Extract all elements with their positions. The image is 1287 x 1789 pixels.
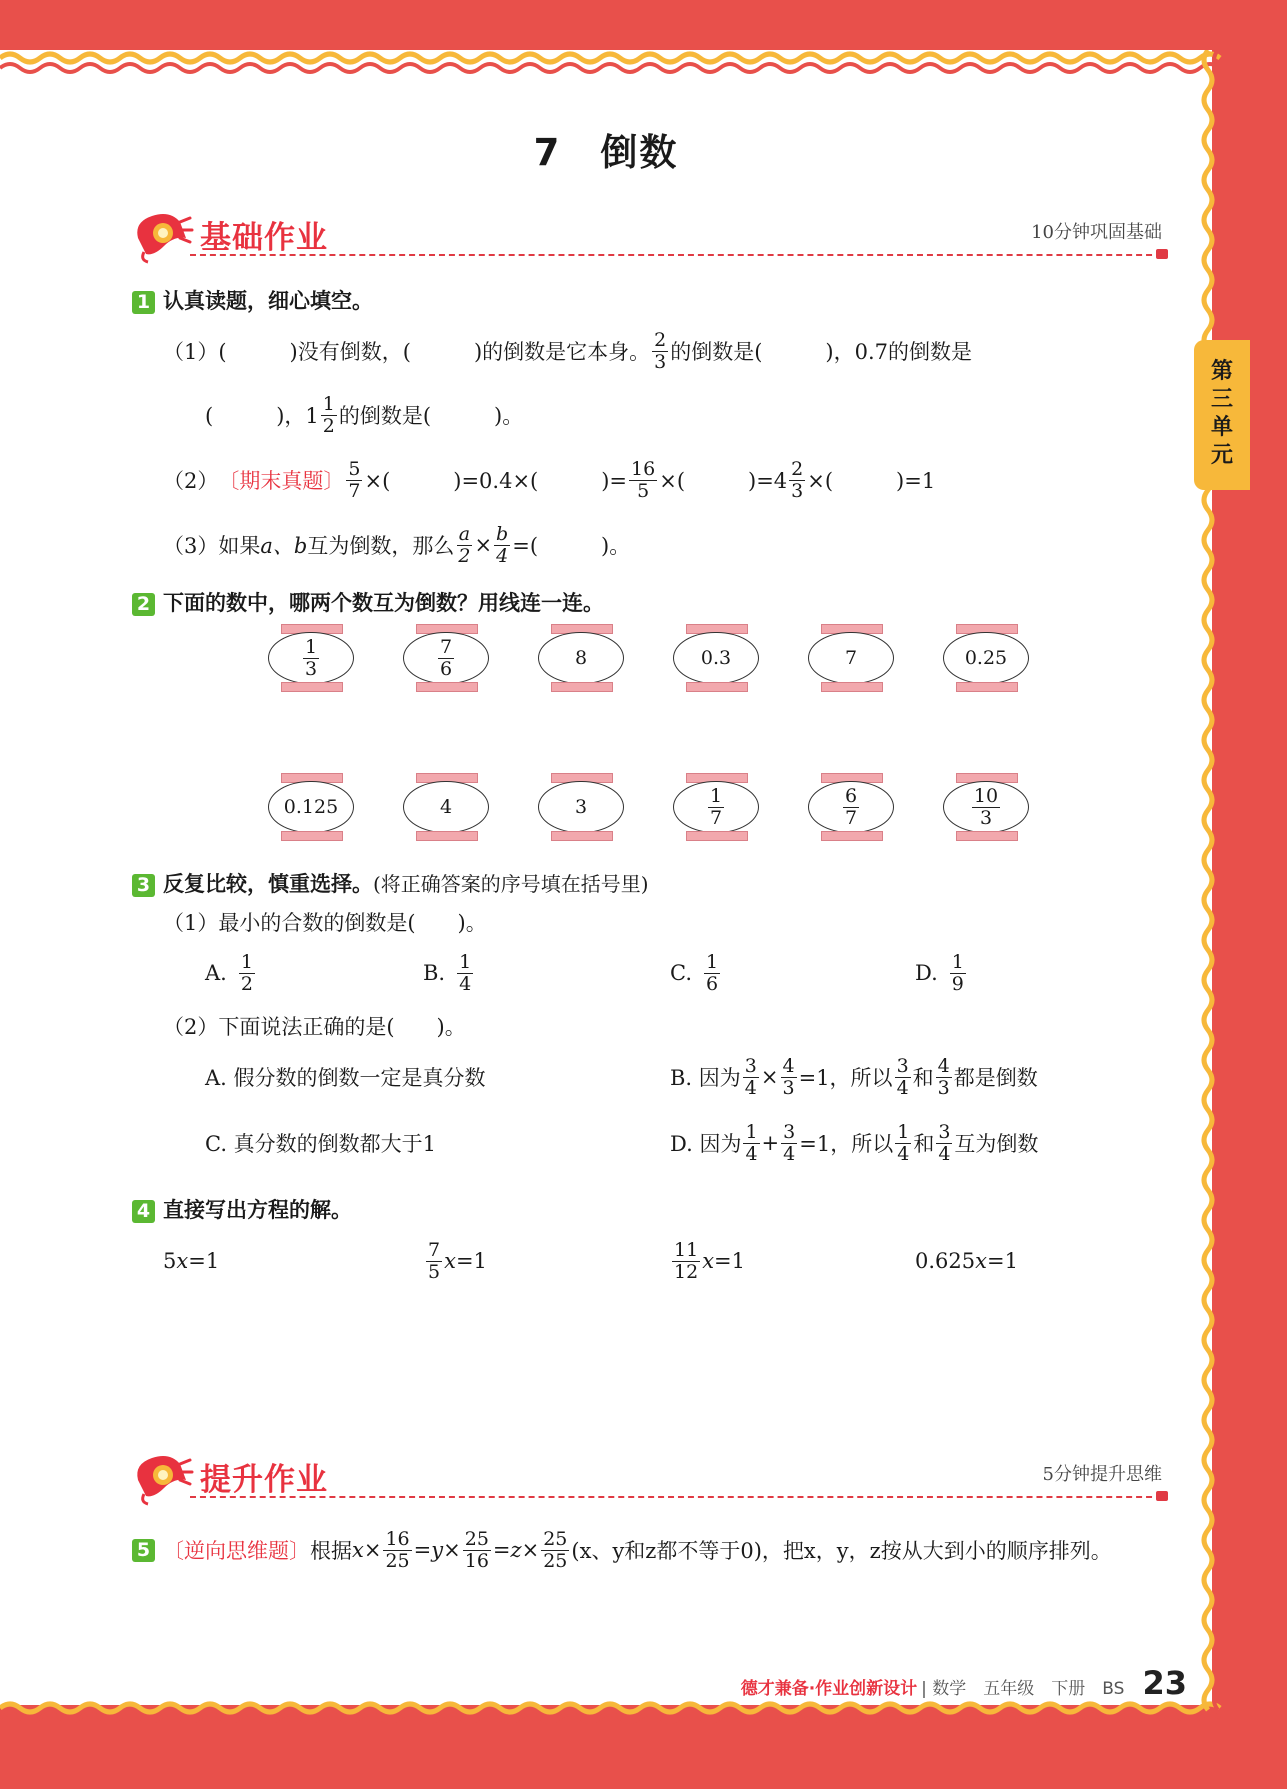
unit-tab-label: 第三单元 bbox=[1210, 359, 1233, 468]
fraction: $\frac{16}{5}$ bbox=[631, 457, 656, 502]
lantern-value: 0.3 bbox=[700, 647, 732, 669]
fraction: $\frac{11}{12}$ bbox=[674, 1238, 699, 1283]
fraction: $\frac{10}{3}$ bbox=[973, 784, 999, 829]
fraction: $\frac{b}{4}$ bbox=[496, 522, 509, 567]
unit-tab bbox=[1194, 340, 1250, 490]
fraction: $\frac{25}{25}$ bbox=[543, 1527, 568, 1572]
q4-equation-4: 0.625 x =1 bbox=[915, 1249, 1018, 1273]
fraction: $\frac{1}{3}$ bbox=[304, 635, 318, 680]
q3-title-row bbox=[132, 868, 649, 898]
section-divider-end bbox=[1156, 249, 1168, 259]
lantern[interactable] bbox=[943, 773, 1029, 841]
megaphone-icon bbox=[130, 208, 194, 264]
q3-p1-option: B. $\frac{1}{4}$ bbox=[423, 950, 472, 995]
q4-equation-3: $\frac{11}{12}$ x =1 bbox=[674, 1238, 745, 1283]
q1-p2-text2: ×( )=4 bbox=[659, 469, 788, 493]
q1-p1c: 的倒数是( )，0.7的倒数是 bbox=[670, 340, 973, 364]
q1-p3-vars: a、b bbox=[260, 534, 308, 558]
fraction: $\frac{a}{2}$ bbox=[458, 522, 471, 567]
q4-number: 4 bbox=[132, 1200, 155, 1223]
lantern-bottom-cap bbox=[551, 682, 613, 692]
page-footer bbox=[741, 1664, 1187, 1702]
lantern-body bbox=[808, 781, 894, 833]
fraction: $\frac{1}{2}$ bbox=[240, 950, 253, 995]
q1-p1a: （1）( )没有倒数，( )的倒数是它本身。 bbox=[163, 340, 651, 364]
lantern[interactable] bbox=[808, 773, 894, 841]
q1-p3-text2: 互为倒数，那么 bbox=[307, 534, 455, 558]
q1-title-row bbox=[132, 285, 373, 315]
q2-title-row bbox=[132, 587, 604, 617]
section-basic-header bbox=[130, 208, 1162, 258]
lantern-bottom-cap bbox=[416, 682, 478, 692]
q3-title: 反复比较，慎重选择。 bbox=[163, 872, 373, 896]
lantern-value: 8 bbox=[574, 647, 588, 669]
lantern-body bbox=[268, 632, 354, 684]
lantern[interactable] bbox=[538, 773, 624, 841]
lantern-body bbox=[538, 781, 624, 833]
q1-p1d: ( )，1 bbox=[205, 404, 319, 428]
section-advanced-label: 提升作业 bbox=[200, 1462, 328, 1498]
q3-p1-option: D. $\frac{1}{9}$ bbox=[915, 950, 964, 995]
lantern[interactable] bbox=[943, 624, 1029, 692]
fraction: $\frac{5}{7}$ bbox=[348, 457, 361, 502]
megaphone-icon bbox=[130, 1450, 194, 1506]
q3-number: 3 bbox=[132, 874, 155, 897]
fraction: $\frac{1}{2}$ bbox=[322, 392, 335, 437]
fraction: $\frac{1}{7}$ bbox=[709, 784, 723, 829]
fraction: $\frac{2}{3}$ bbox=[791, 457, 804, 502]
lantern-body bbox=[403, 632, 489, 684]
q3-part2: （2）下面说法正确的是( )。 bbox=[163, 1015, 466, 1039]
lantern[interactable] bbox=[673, 624, 759, 692]
section-divider-end bbox=[1156, 1491, 1168, 1501]
q1-p2-prefix: （2） bbox=[163, 469, 219, 493]
q3-option-d: D. 因为 $\frac{1}{4}$ + $\frac{3}{4}$ =1，所以 $\frac{1}{4}$ 和 $\frac{3}{4}$ 互为倒数 bbox=[670, 1120, 1039, 1165]
q3-title-note: (将正确答案的序号填在括号里) bbox=[373, 872, 649, 896]
q1-p1f: 的倒数是( )。 bbox=[338, 404, 524, 428]
lantern-body bbox=[943, 632, 1029, 684]
lantern-bottom-cap bbox=[821, 682, 883, 692]
fraction: $\frac{16}{25}$ bbox=[385, 1527, 410, 1572]
lantern-bottom-cap bbox=[416, 831, 478, 841]
page-title: 7 倒数 bbox=[533, 131, 679, 174]
fraction: $\frac{1}{9}$ bbox=[951, 950, 964, 995]
lantern-body bbox=[673, 781, 759, 833]
q1-part1-line2 bbox=[205, 392, 523, 438]
lantern-body bbox=[538, 632, 624, 684]
section-basic-hint: 10分钟巩固基础 bbox=[1031, 222, 1162, 243]
lantern-bottom-cap bbox=[551, 831, 613, 841]
lantern-value: 0.125 bbox=[283, 796, 339, 818]
q1-title: 认真读题，细心填空。 bbox=[163, 289, 373, 313]
lantern-value: 0.25 bbox=[964, 647, 1008, 669]
q1-p3-text3: =( )。 bbox=[512, 534, 631, 558]
exam-tag: 〔期末真题〕 bbox=[218, 469, 345, 493]
fraction: $\frac{1}{4}$ bbox=[897, 1120, 910, 1165]
q3-part1: （1）最小的合数的倒数是( )。 bbox=[163, 911, 487, 935]
lantern[interactable] bbox=[403, 773, 489, 841]
q3-option-a: A. 假分数的倒数一定是真分数 bbox=[205, 1066, 486, 1090]
page-number: 23 bbox=[1142, 1664, 1187, 1702]
reverse-thinking-tag: 〔逆向思维题〕 bbox=[163, 1539, 310, 1563]
lantern[interactable] bbox=[673, 773, 759, 841]
lantern[interactable] bbox=[268, 624, 354, 692]
footer-book-info: | 数学 五年级 下册 BS bbox=[921, 1679, 1125, 1699]
section-advanced-header bbox=[130, 1450, 1162, 1500]
fraction: $\frac{3}{4}$ bbox=[783, 1120, 796, 1165]
lantern-body bbox=[268, 781, 354, 833]
section-divider bbox=[190, 1496, 1162, 1498]
fraction: $\frac{1}{6}$ bbox=[706, 950, 719, 995]
q4-equation-1: 5 x =1 bbox=[163, 1249, 220, 1273]
lantern-bottom-cap bbox=[956, 682, 1018, 692]
lantern[interactable] bbox=[538, 624, 624, 692]
fraction: $\frac{3}{4}$ bbox=[744, 1054, 757, 1099]
lantern-bottom-cap bbox=[281, 682, 343, 692]
q1-part2 bbox=[163, 457, 935, 503]
q4-equation-2: $\frac{7}{5}$ x =1 bbox=[428, 1238, 487, 1283]
q3-p1-option: A. $\frac{1}{2}$ bbox=[205, 950, 253, 995]
times-sign: × bbox=[474, 533, 493, 557]
lantern-bottom-cap bbox=[281, 831, 343, 841]
lantern-bottom-cap bbox=[686, 831, 748, 841]
q3-p1-option: C. $\frac{1}{6}$ bbox=[670, 950, 719, 995]
fraction: $\frac{4}{3}$ bbox=[937, 1054, 950, 1099]
lantern-bottom-cap bbox=[956, 831, 1018, 841]
q1-part1-line1 bbox=[163, 328, 972, 374]
lantern-value: 3 bbox=[574, 796, 588, 818]
q1-number: 1 bbox=[132, 291, 155, 314]
q5-number: 5 bbox=[132, 1539, 155, 1562]
lantern-body bbox=[673, 632, 759, 684]
section-basic-label: 基础作业 bbox=[200, 220, 328, 256]
footer-brand: 德才兼备·作业创新设计 bbox=[740, 1679, 918, 1699]
fraction: $\frac{1}{4}$ bbox=[745, 1120, 758, 1165]
fraction: $\frac{3}{4}$ bbox=[938, 1120, 951, 1165]
fraction: $\frac{2}{3}$ bbox=[654, 328, 667, 373]
q1-p2-text3: ×( )=1 bbox=[807, 469, 936, 493]
q1-part3 bbox=[163, 522, 630, 568]
lantern-body bbox=[943, 781, 1029, 833]
section-divider bbox=[190, 254, 1162, 256]
fraction: $\frac{3}{4}$ bbox=[896, 1054, 909, 1099]
q3-option-b: B. 因为 $\frac{3}{4}$ × $\frac{4}{3}$ =1，所以 $\frac{3}{4}$ 和 $\frac{4}{3}$ 都是倒数 bbox=[670, 1054, 1038, 1099]
q4-title-row bbox=[132, 1194, 352, 1224]
fraction: $\frac{7}{6}$ bbox=[439, 635, 453, 680]
section-advanced-hint: 5分钟提升思维 bbox=[1042, 1464, 1162, 1485]
fraction: $\frac{25}{16}$ bbox=[464, 1527, 489, 1572]
fraction: $\frac{7}{5}$ bbox=[428, 1238, 441, 1283]
q5-text: (x、y和z都不等于0)，把x，y，z按从大到小的顺序排列。 bbox=[571, 1539, 1112, 1563]
q4-title: 直接写出方程的解。 bbox=[163, 1198, 352, 1222]
fraction: $\frac{6}{7}$ bbox=[844, 784, 858, 829]
q1-p2-text1: ×( )=0.4×( )= bbox=[364, 469, 628, 493]
fraction: $\frac{1}{4}$ bbox=[459, 950, 472, 995]
lantern-body bbox=[403, 781, 489, 833]
lantern-bottom-cap bbox=[686, 682, 748, 692]
lantern-value: 7 bbox=[844, 647, 858, 669]
lantern-bottom-cap bbox=[821, 831, 883, 841]
lantern-value: 4 bbox=[439, 796, 453, 818]
lantern[interactable] bbox=[808, 624, 894, 692]
q5-row: 5 〔逆向思维题〕 根据 x × $\frac{16}{25}$ = y × $\frac{25}{16}$ = z × $\frac{25}{25}$ (x、y和z都不等于0)，把x，y，z按从大到小的顺序排列。 bbox=[132, 1524, 1112, 1576]
lantern[interactable] bbox=[403, 624, 489, 692]
q3-option-c: C. 真分数的倒数都大于1 bbox=[205, 1132, 437, 1156]
q2-number: 2 bbox=[132, 593, 155, 616]
lantern[interactable] bbox=[268, 773, 354, 841]
lantern-body bbox=[808, 632, 894, 684]
q1-p3-text1: （3）如果 bbox=[163, 534, 261, 558]
fraction: $\frac{4}{3}$ bbox=[782, 1054, 795, 1099]
q2-title: 下面的数中，哪两个数互为倒数？用线连一连。 bbox=[163, 591, 604, 615]
